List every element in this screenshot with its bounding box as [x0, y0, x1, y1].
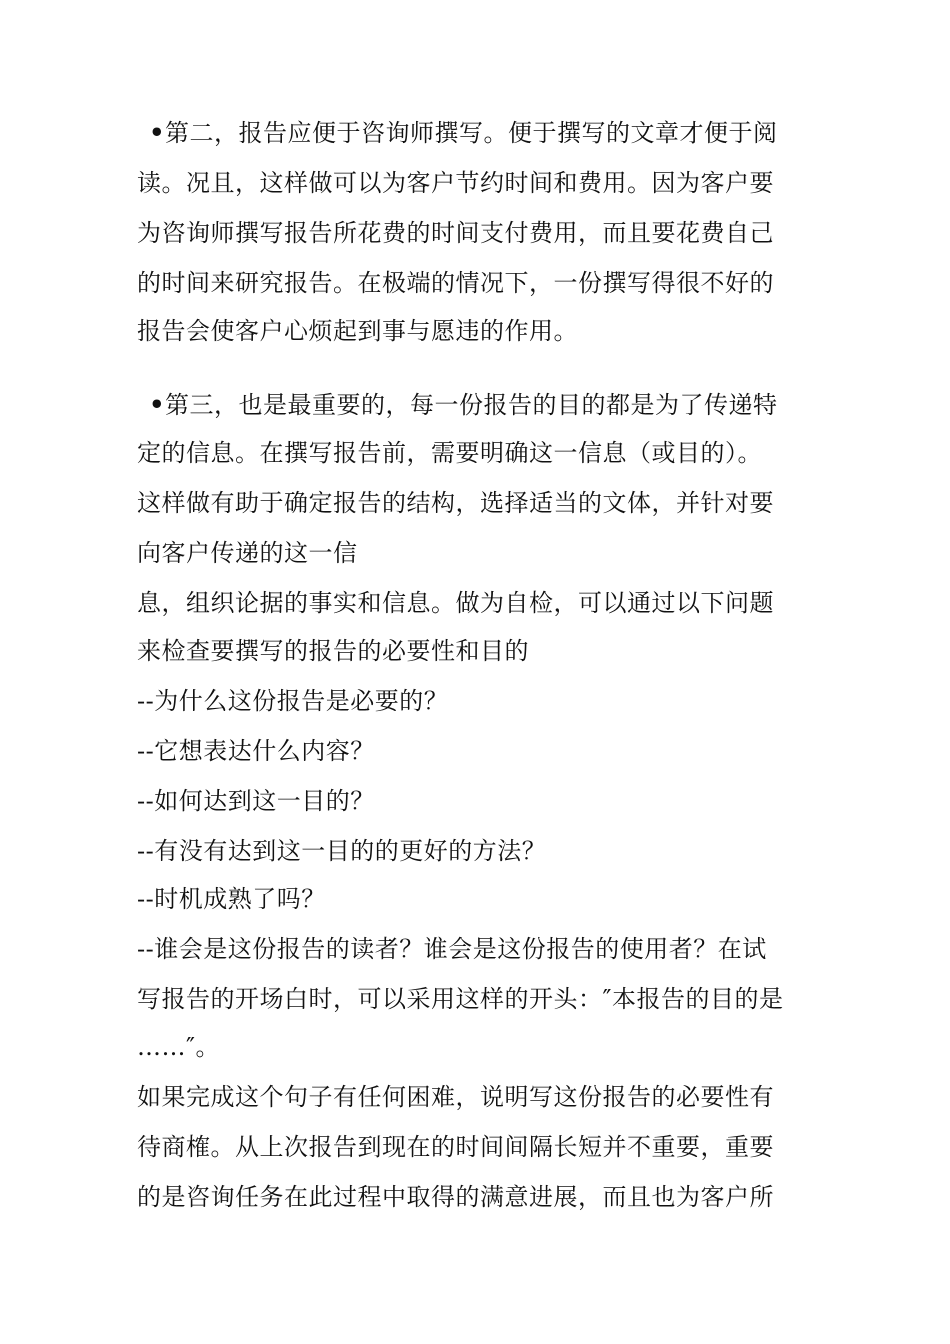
bullet-icon: •: [149, 118, 165, 147]
paragraph-1-line-5: 报告会使客户心烦起到事与愿违的作用。: [137, 317, 578, 345]
paragraph-2-line-14: ……″。: [137, 1033, 220, 1061]
question-list-item: --如何达到这一目的？: [137, 787, 375, 815]
question-list-item: --有没有达到这一目的的更好的方法？: [137, 837, 547, 865]
paragraph-1-line-2: 读。况且，这样做可以为客户节约时间和费用。因为客户要: [137, 169, 774, 197]
question-list-item: --时机成熟了吗？: [137, 885, 326, 913]
paragraph-3-line-2: 待商榷。从上次报告到现在的时间间隔长短并不重要，重要: [137, 1133, 774, 1161]
paragraph-2-line-1: [137, 390, 778, 420]
question-list-item: --为什么这份报告是必要的？: [137, 687, 449, 715]
paragraph-1-line-3: 为咨询师撰写报告所花费的时间支付费用，而且要花费自己: [137, 219, 774, 247]
paragraph-2-line-2: 定的信息。在撰写报告前，需要明确这一信息（或目的）。: [137, 439, 762, 467]
paragraph-1-line-4: 的时间来研究报告。在极端的情况下，一份撰写得很不好的: [137, 269, 774, 297]
paragraph-3-line-1: 如果完成这个句子有任何困难，说明写这份报告的必要性有: [137, 1083, 774, 1111]
paragraph-2-line-13: 写报告的开场白时，可以采用这样的开头：″本报告的目的是: [137, 985, 784, 1013]
paragraph-3-line-3: 的是咨询任务在此过程中取得的满意进展，而且也为客户所: [137, 1183, 774, 1211]
paragraph-2-line-5: 息，组织论据的事实和信息。做为自检，可以通过以下问题: [137, 589, 774, 617]
paragraph-2-line-6: 来检查要撰写的报告的必要性和目的: [137, 637, 529, 665]
bullet-icon: •: [149, 390, 165, 419]
paragraph-1-line-1: [137, 118, 778, 148]
question-list-item: --它想表达什么内容？: [137, 737, 375, 765]
paragraph-2-line-1-text: 第三，也是最重要的，每一份报告的目的都是为了传递特: [165, 391, 778, 419]
paragraph-1-line-1-text: 第二，报告应便于咨询师撰写。便于撰写的文章才便于阅: [165, 119, 778, 147]
question-list-item: --谁会是这份报告的读者？谁会是这份报告的使用者？在试: [137, 935, 767, 963]
paragraph-2-line-3: 这样做有助于确定报告的结构，选择适当的文体，并针对要: [137, 489, 774, 517]
paragraph-2-line-4: 向客户传递的这一信: [137, 539, 358, 567]
